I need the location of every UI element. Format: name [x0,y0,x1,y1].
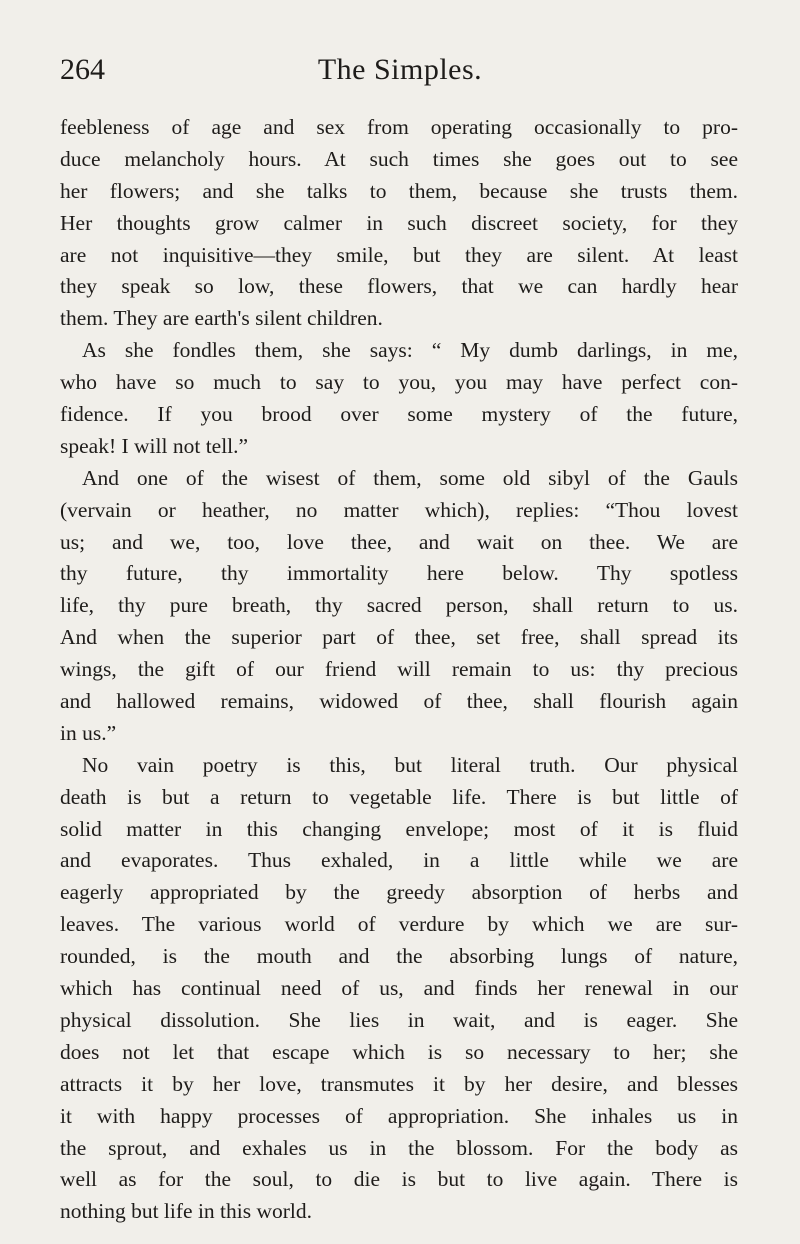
text-line: us; and we, too, love thee, and wait on thee. We are [60,529,738,554]
text-line: well as for the soul, to die is but to live again. There is [60,1167,738,1192]
text-line: her flowers; and she talks to them, because she trusts them. [60,178,738,203]
text-line: the sprout, and exhales us in the blossom. For the body as [60,1135,738,1160]
text-line: solid matter in this changing envelope; most of it is fluid [60,816,738,841]
text-line: are not inquisitive—they smile, but they are silent. At least [60,242,738,267]
text-line: wings, the gift of our friend will remain to us: thy precious [60,657,738,682]
text-line: they speak so low, these flowers, that we can hardly hear [60,274,738,299]
text-line: (vervain or heather, no matter which), replies: “Thou lovest [60,497,738,522]
text-line: As she fondles them, she says: “ My dumb darlings, in me, [82,338,738,363]
text-line: in us.” [60,720,117,745]
text-line: And when the superior part of thee, set free, shall spread its [60,625,738,650]
text-line: it with happy processes of appropriation. She inhales us in [60,1103,738,1128]
text-line: No vain poetry is this, but literal truth. Our physical [82,752,738,777]
text-line: Her thoughts grow calmer in such discreet society, for they [60,210,738,235]
running-title: The Simples. [317,53,483,86]
text-line: nothing but life in this world. [60,1199,313,1224]
text-line: duce melancholy hours. At such times she goes out to see [60,146,738,171]
text-line: does not let that escape which is so necessary to her; she [60,1039,738,1064]
text-line: thy future, thy immortality here below. Thy spotless [60,561,738,586]
text-line: who have so much to say to you, you may have perfect con- [60,370,738,395]
page-header [60,50,740,94]
text-line: them. They are earth's silent children. [60,306,383,331]
text-line: which has continual need of us, and finds her renewal in our [60,976,738,1001]
text-line: fidence. If you brood over some mystery of the future, [60,402,738,427]
text-line: and hallowed remains, widowed of thee, shall flourish again [60,689,738,714]
text-line: speak! I will not tell.” [60,433,249,458]
text-line: attracts it by her love, transmutes it by her desire, and blesses [60,1071,738,1096]
text-line: and evaporates. Thus exhaled, in a little while we are [60,848,738,873]
text-line: physical dissolution. She lies in wait, and is eager. She [60,1007,738,1032]
text-line: death is but a return to vegetable life. There is but little of [60,784,738,809]
text-line: leaves. The various world of verdure by which we are sur- [60,912,738,937]
text-line: feebleness of age and sex from operating occasionally to pro- [60,115,738,139]
page-number: 264 [60,53,105,86]
body-text [60,112,738,1228]
text-line: rounded, is the mouth and the absorbing lungs of nature, [60,944,738,969]
text-line: eagerly appropriated by the greedy absorption of herbs and [60,880,738,905]
text-line: life, thy pure breath, thy sacred person, shall return to us. [60,593,738,618]
text-line: And one of the wisest of them, some old sibyl of the Gauls [82,465,738,490]
